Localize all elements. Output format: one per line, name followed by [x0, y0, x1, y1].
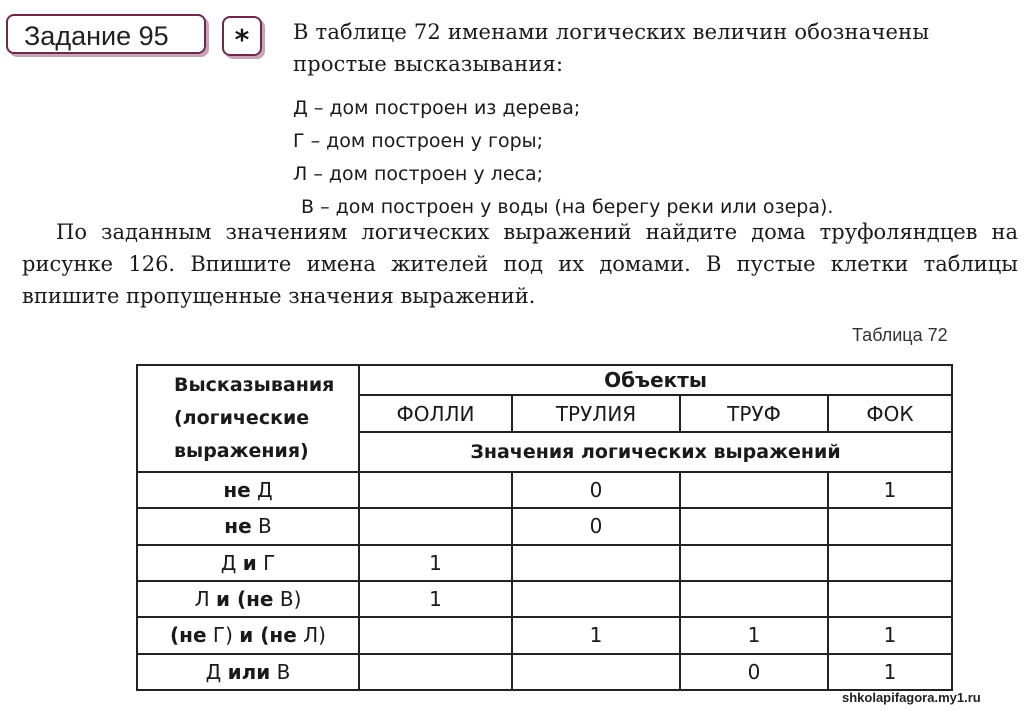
- table-row: [137, 545, 952, 581]
- value-cell[interactable]: [512, 545, 680, 581]
- value-cell[interactable]: [828, 581, 952, 617]
- table-caption: Таблица 72: [852, 325, 948, 345]
- objects-header: Объекты: [359, 365, 952, 395]
- logic-variable: Г: [256, 550, 276, 575]
- logic-variable: Л): [296, 623, 326, 648]
- value-cell[interactable]: [359, 472, 512, 508]
- statements-header: [137, 365, 359, 472]
- table-row: [137, 508, 952, 544]
- logic-operator: и (не: [216, 587, 274, 612]
- definitions-list: [293, 92, 833, 224]
- statements-header-line: Высказывания: [174, 374, 335, 396]
- value-cell: 0: [512, 508, 680, 544]
- expression-cell: [137, 654, 359, 690]
- column-header-trulia: ТРУЛИЯ: [512, 395, 680, 432]
- logic-operator: и: [242, 550, 257, 575]
- value-cell: 1: [828, 472, 952, 508]
- value-cell[interactable]: [512, 581, 680, 617]
- logic-variable: Л: [194, 587, 216, 612]
- logic-operator: и (не: [239, 623, 297, 648]
- task-intro-text: В таблице 72 именами логических величин обозначены простые высказывания:: [293, 20, 930, 76]
- value-cell: 1: [828, 617, 952, 653]
- value-cell[interactable]: [359, 508, 512, 544]
- definition-item: Д – дом построен из дерева;: [293, 97, 581, 119]
- definition-item: В – дом построен у воды (на берегу реки или озера).: [301, 196, 834, 218]
- site-watermark: shkolapifagora.my1.ru: [842, 690, 981, 705]
- definition-item: Г – дом построен у горы;: [293, 130, 544, 152]
- column-header-fok: ФОК: [828, 395, 952, 432]
- expression-cell: [137, 545, 359, 581]
- definition-item: Л – дом построен у леса;: [293, 163, 544, 185]
- value-cell[interactable]: [512, 654, 680, 690]
- value-cell[interactable]: [680, 581, 828, 617]
- logic-variable: Д: [205, 659, 228, 684]
- column-header-truf: ТРУФ: [680, 395, 828, 432]
- expression-cell: [137, 508, 359, 544]
- logic-variable: В: [270, 659, 291, 684]
- logic-operator: не: [223, 478, 251, 503]
- table-row: [137, 617, 952, 653]
- task-instructions: По заданным значениям логических выражений найдите дома труфоляндцев на рисунке 126. Впишите имена жителей под их домами. В пустые клетки таблицы впишите пропущенные значения выражений.: [22, 220, 1018, 308]
- value-cell: 1: [680, 617, 828, 653]
- logic-variable: Д: [250, 478, 273, 503]
- value-cell[interactable]: [828, 508, 952, 544]
- difficulty-star-marker: *: [222, 16, 262, 56]
- value-cell: 0: [680, 654, 828, 690]
- task-number-badge: Задание 95: [6, 14, 206, 54]
- statements-header-line: (логические: [174, 407, 310, 429]
- table-row: [137, 654, 952, 690]
- logic-variable: В: [251, 514, 272, 539]
- value-cell[interactable]: [680, 472, 828, 508]
- expression-cell: [137, 581, 359, 617]
- expression-cell: [137, 472, 359, 508]
- value-cell: 0: [512, 472, 680, 508]
- values-header: Значения логических выражений: [359, 432, 952, 472]
- logic-operator: или: [227, 659, 271, 684]
- logic-variable: В): [273, 587, 302, 612]
- value-cell[interactable]: [359, 617, 512, 653]
- logic-variable: Д: [220, 550, 243, 575]
- table-row: [137, 472, 952, 508]
- value-cell[interactable]: [680, 545, 828, 581]
- value-cell: 1: [359, 545, 512, 581]
- value-cell[interactable]: [359, 654, 512, 690]
- value-cell: 1: [359, 581, 512, 617]
- value-cell[interactable]: [680, 508, 828, 544]
- column-header-folli: ФОЛЛИ: [359, 395, 512, 432]
- value-cell: 1: [828, 654, 952, 690]
- logic-operator: (не: [170, 623, 207, 648]
- value-cell: 1: [512, 617, 680, 653]
- logic-operator: не: [224, 514, 252, 539]
- table-row: [137, 581, 952, 617]
- value-cell[interactable]: [828, 545, 952, 581]
- logic-variable: Г): [206, 623, 240, 648]
- logic-values-table: [136, 364, 953, 691]
- statements-header-line: выражения): [174, 440, 309, 462]
- expression-cell: [137, 617, 359, 653]
